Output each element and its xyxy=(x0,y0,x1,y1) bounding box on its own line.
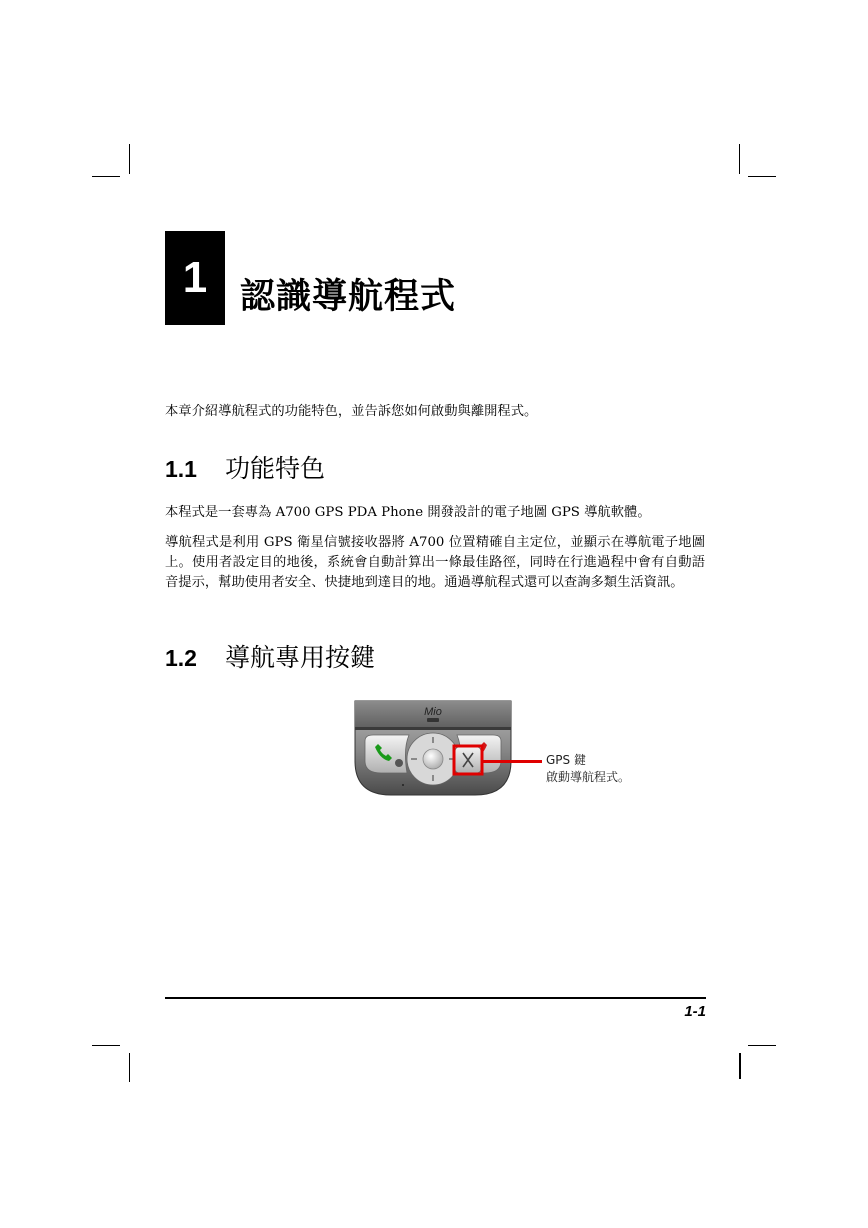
section-title: 導航專用按鍵 xyxy=(225,643,376,672)
call-button[interactable] xyxy=(365,735,409,773)
crop-mark xyxy=(92,176,120,177)
section-number: 1.1 xyxy=(165,456,197,482)
section-title: 功能特色 xyxy=(225,454,326,483)
section-heading-1-1 xyxy=(165,452,325,486)
crop-mark xyxy=(739,144,740,174)
intro-paragraph: 本章介紹導航程式的功能特色，並告訴您如何啟動與離開程式。 xyxy=(165,404,538,419)
section-heading-1-2 xyxy=(165,641,375,675)
chapter-title: 認識導航程式 xyxy=(240,277,457,317)
crop-mark xyxy=(129,1053,130,1082)
page-number: 1-1 xyxy=(684,1003,706,1020)
section-number: 1.2 xyxy=(165,645,197,671)
crop-mark xyxy=(129,144,130,174)
callout-text: 啟動導航程式。 xyxy=(546,770,631,784)
chapter-number-box xyxy=(165,231,225,325)
brand-logo: Mio xyxy=(424,706,442,718)
callout-title: GPS 鍵 xyxy=(546,753,586,767)
callout-leader-line xyxy=(482,760,542,763)
crop-mark xyxy=(739,1053,741,1079)
footer-rule xyxy=(165,997,706,999)
crop-mark xyxy=(748,176,776,177)
center-select-button[interactable] xyxy=(423,749,443,769)
paragraph: 導航程式是利用 GPS 衛星信號接收器將 A700 位置精確自主定位，並顯示在導航電子地圖上。使用者設定目的地後，系統會自動計算出一條最佳路徑，同時在行進過程中會有自動語音提示，幫助使用者安全、快捷地到達目的地。通過導航程式還可以查詢多類生活資訊。 xyxy=(165,535,705,590)
device-illustration xyxy=(351,699,515,797)
gps-key-callout xyxy=(546,752,630,786)
crop-mark xyxy=(92,1045,120,1046)
windows-icon xyxy=(395,759,403,767)
crop-mark xyxy=(748,1045,776,1046)
chapter-number: 1 xyxy=(182,253,208,302)
paragraph: 本程式是一套專為 A700 GPS PDA Phone 開發設計的電子地圖 GPS 導航軟體。 xyxy=(165,505,651,520)
